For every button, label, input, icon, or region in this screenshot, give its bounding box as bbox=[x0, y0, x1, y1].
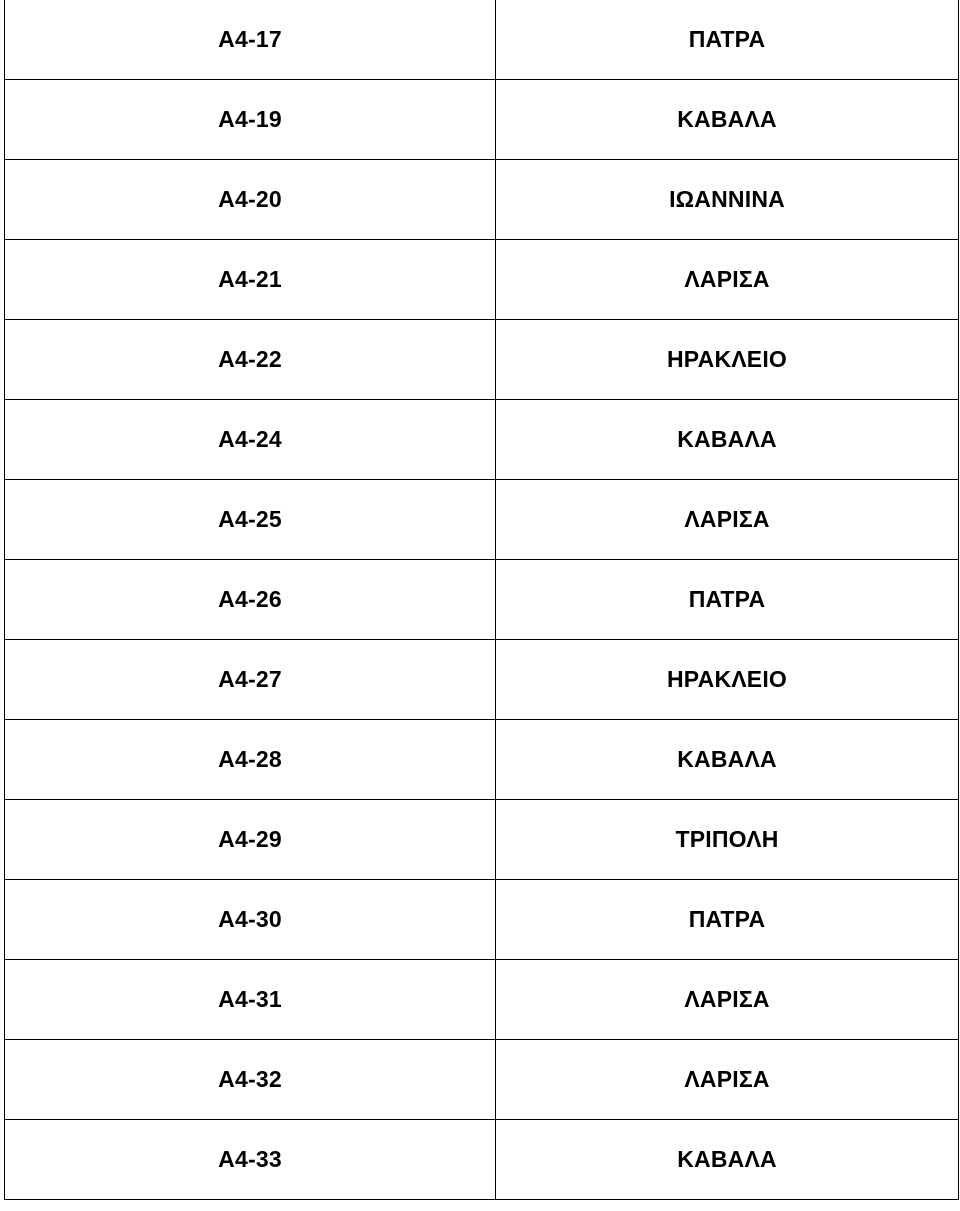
table-row bbox=[5, 1120, 959, 1200]
code-cell: Α4-17 bbox=[5, 0, 496, 80]
city-cell: ΤΡΙΠΟΛΗ bbox=[496, 800, 959, 880]
code-cell: Α4-33 bbox=[5, 1120, 496, 1200]
code-cell: Α4-28 bbox=[5, 720, 496, 800]
table-row bbox=[5, 960, 959, 1040]
city-cell: ΚΑΒΑΛΑ bbox=[496, 1120, 959, 1200]
code-city-table bbox=[4, 0, 959, 1200]
code-cell: Α4-32 bbox=[5, 1040, 496, 1120]
code-cell: Α4-22 bbox=[5, 320, 496, 400]
table-row bbox=[5, 560, 959, 640]
city-cell: ΠΑΤΡΑ bbox=[496, 560, 959, 640]
city-cell: ΠΑΤΡΑ bbox=[496, 880, 959, 960]
table-row bbox=[5, 640, 959, 720]
city-cell: ΙΩΑΝΝΙΝΑ bbox=[496, 160, 959, 240]
code-cell: Α4-26 bbox=[5, 560, 496, 640]
table-row bbox=[5, 720, 959, 800]
code-cell: Α4-27 bbox=[5, 640, 496, 720]
city-cell: ΛΑΡΙΣΑ bbox=[496, 1040, 959, 1120]
document-page bbox=[4, 0, 958, 1209]
table-row bbox=[5, 480, 959, 560]
table-row bbox=[5, 0, 959, 80]
code-cell: Α4-24 bbox=[5, 400, 496, 480]
city-cell: ΗΡΑΚΛΕΙΟ bbox=[496, 640, 959, 720]
city-cell: ΛΑΡΙΣΑ bbox=[496, 480, 959, 560]
table-row bbox=[5, 800, 959, 880]
table-row bbox=[5, 160, 959, 240]
table-body bbox=[5, 0, 959, 1200]
table-row bbox=[5, 1040, 959, 1120]
table-row bbox=[5, 320, 959, 400]
city-cell: ΠΑΤΡΑ bbox=[496, 0, 959, 80]
city-cell: ΗΡΑΚΛΕΙΟ bbox=[496, 320, 959, 400]
code-cell: Α4-30 bbox=[5, 880, 496, 960]
code-cell: Α4-31 bbox=[5, 960, 496, 1040]
city-cell: ΚΑΒΑΛΑ bbox=[496, 720, 959, 800]
city-cell: ΚΑΒΑΛΑ bbox=[496, 400, 959, 480]
city-cell: ΛΑΡΙΣΑ bbox=[496, 960, 959, 1040]
city-cell: ΚΑΒΑΛΑ bbox=[496, 80, 959, 160]
code-cell: Α4-25 bbox=[5, 480, 496, 560]
code-cell: Α4-29 bbox=[5, 800, 496, 880]
code-cell: Α4-20 bbox=[5, 160, 496, 240]
code-cell: Α4-21 bbox=[5, 240, 496, 320]
table-row bbox=[5, 80, 959, 160]
table-row bbox=[5, 400, 959, 480]
city-cell: ΛΑΡΙΣΑ bbox=[496, 240, 959, 320]
code-cell: Α4-19 bbox=[5, 80, 496, 160]
table-row bbox=[5, 240, 959, 320]
table-row bbox=[5, 880, 959, 960]
